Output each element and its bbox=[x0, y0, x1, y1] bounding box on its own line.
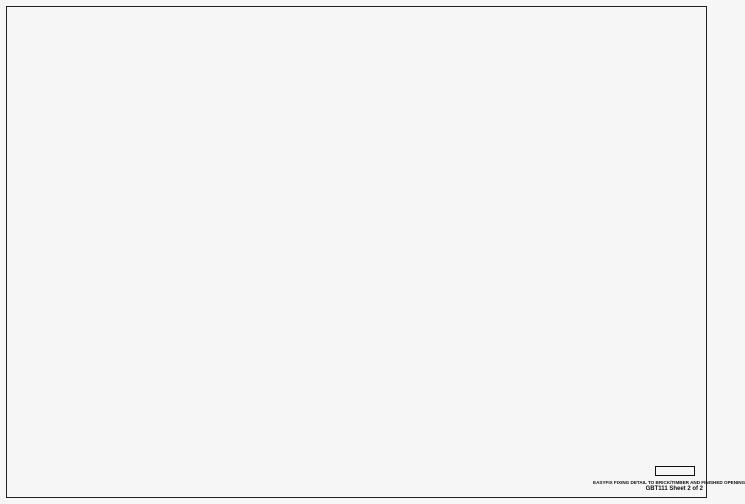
drawing-title: EASYFIX FIXING DETAIL TO BRICK/TIMBER AND FINISHED OPENING bbox=[593, 480, 745, 485]
sheet-number: GBT111 Sheet 2 of 2 bbox=[645, 486, 703, 492]
notes-column-left bbox=[74, 14, 192, 17]
company-logo bbox=[655, 466, 695, 476]
sheet-border bbox=[6, 6, 745, 498]
title-block bbox=[593, 466, 745, 494]
notes-column-right bbox=[196, 14, 314, 17]
